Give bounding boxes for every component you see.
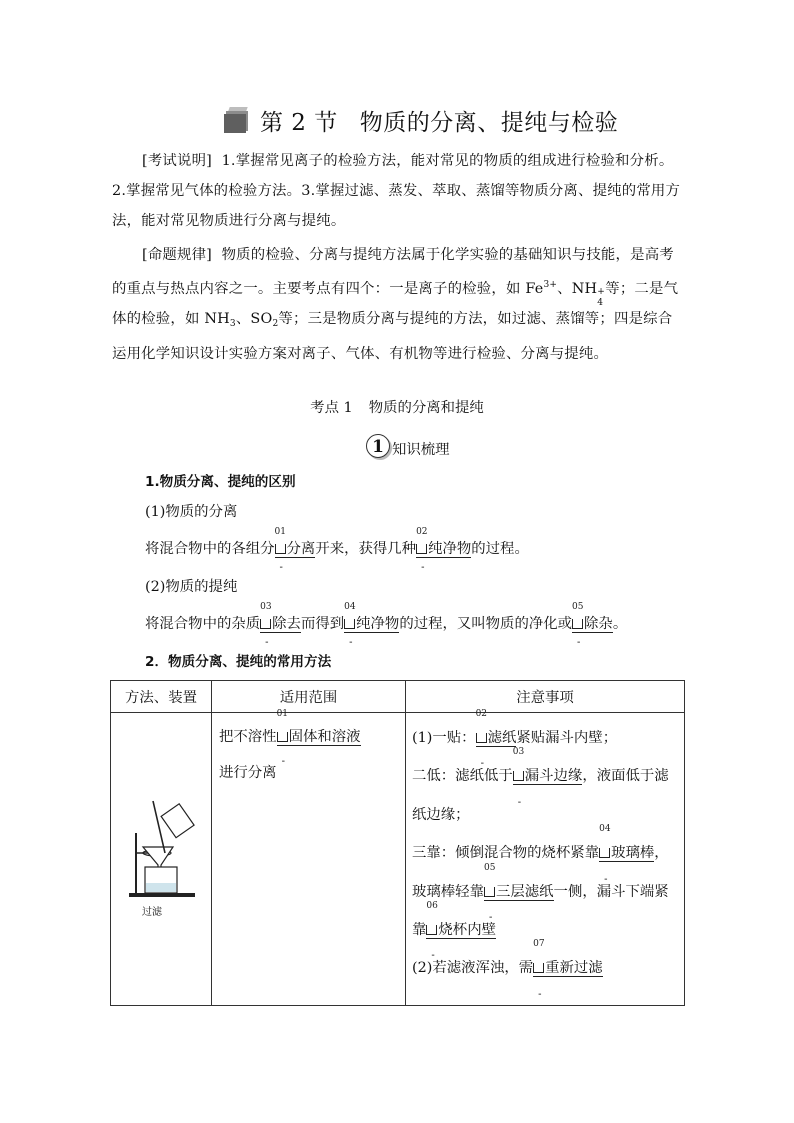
so2-subscript: 2 xyxy=(272,319,279,329)
fe-charge: 3+ xyxy=(543,280,558,290)
section-number: 第 2 节 xyxy=(260,109,338,136)
blank-number: 06 xyxy=(426,901,438,912)
blank-number: 03 xyxy=(512,747,525,758)
blank-number: 05 xyxy=(572,602,584,612)
blank-answer: 玻璃棒 xyxy=(611,845,655,862)
answer-blank-01[interactable]: 01 分离 - xyxy=(274,527,316,573)
blank-number: 02 xyxy=(475,709,488,719)
blank-answer: 固体和溶液 xyxy=(288,729,361,745)
blank-answer: 分离 xyxy=(286,541,316,557)
s1-sub2: (2)物质的提纯 xyxy=(145,579,238,595)
kaodian-label: 考点 1 xyxy=(310,400,353,416)
rules-text-3: 等；二是气体的检验，如 NH xyxy=(112,281,679,327)
blank-answer: 纯净物 xyxy=(428,541,472,557)
s1-sub1: (1)物质的分离 xyxy=(145,504,238,520)
filtration-apparatus-icon xyxy=(113,715,209,915)
answer-blank-05[interactable]: 05 除杂 - xyxy=(572,602,613,648)
rules-text-4: 、SO xyxy=(235,311,273,327)
methods-table xyxy=(110,680,685,1006)
s1-heading: 1.物质分离、提纯的区别 xyxy=(145,474,296,490)
exam-note-paragraph xyxy=(112,146,686,236)
answer-blank-03[interactable]: 03 除去 - xyxy=(260,602,301,648)
page-title xyxy=(260,104,618,137)
blank-number: 05 xyxy=(483,862,496,873)
section-title: 物质的分离、提纯与检验 xyxy=(359,109,619,136)
kaodian-title: 物质的分离和提纯 xyxy=(368,400,484,416)
table-row xyxy=(111,713,685,1006)
text: 三靠：倾倒混合物的烧杯紧靠 xyxy=(412,845,600,862)
nh3-subscript: 3 xyxy=(229,319,236,329)
rules-tag: [命题规律] xyxy=(142,247,212,263)
table-header-method: 方法、装置 xyxy=(111,681,212,713)
answer-blank-02[interactable]: 02 纯净物 - xyxy=(416,527,472,573)
answer-blank-t04[interactable]: 04 玻璃棒 - xyxy=(599,824,655,885)
text: (2)若滤液浑浊，需 xyxy=(412,960,534,977)
text: 进行分离 xyxy=(219,765,277,781)
answer-blank-t07[interactable]: 07 重新过滤 - xyxy=(533,939,603,1000)
blank-answer: 纯净物 xyxy=(356,616,400,632)
s2-heading: 2．物质分离、提纯的常用方法 xyxy=(145,654,332,670)
blank-answer: 除杂 xyxy=(584,616,613,632)
blank-answer: 漏斗边缘 xyxy=(524,768,583,785)
blank-answer: 滤纸 xyxy=(487,730,517,746)
rules-text-2: 、NH xyxy=(557,281,598,297)
filter-apparatus-cell xyxy=(111,713,212,1006)
filter-caption: 过滤 xyxy=(142,907,162,918)
scope-cell xyxy=(212,709,406,1006)
text: 。 xyxy=(612,616,628,632)
blank-answer: 重新过滤 xyxy=(545,960,603,977)
s1-line2 xyxy=(145,602,628,648)
blank-number: 01 xyxy=(276,709,289,719)
section-header xyxy=(224,100,618,140)
blank-answer: 三层滤纸 xyxy=(495,883,554,900)
answer-blank-t05[interactable]: 05 三层滤纸 - xyxy=(483,862,554,924)
kaodian-heading xyxy=(0,396,794,417)
blank-number: 01 xyxy=(274,527,286,537)
text: 二低：滤纸低于 xyxy=(412,768,513,785)
blank-number: 04 xyxy=(599,824,611,835)
blank-number: 03 xyxy=(260,602,272,612)
nh4-charge: + xyxy=(597,287,605,297)
rules-text-1: 物质的检验、分离与提纯方法属于化学实验的基础知识与技能，是高考的重点与热点内容之一。主要考点有四个：一是离子的检验，如 Fe xyxy=(112,247,674,297)
nh4-subscript: 4 xyxy=(597,298,604,308)
blank-number: 04 xyxy=(344,602,356,612)
blank-answer: 烧杯内壁 xyxy=(438,922,496,939)
text: 一侧，漏斗下端紧靠 xyxy=(412,883,669,939)
blank-number: 02 xyxy=(416,527,428,537)
notes-cell xyxy=(406,709,685,1006)
book-icon xyxy=(224,107,250,133)
answer-blank-t02[interactable]: 02 滤纸 - xyxy=(475,709,517,770)
s1-line1 xyxy=(145,527,529,573)
answer-blank-t06[interactable]: 06 烧杯内壁 - xyxy=(426,901,496,962)
text: ，液面低于滤纸边缘； xyxy=(412,768,669,823)
text: 开来，获得几种 xyxy=(315,541,417,557)
table-header-scope: 适用范围 xyxy=(212,681,406,713)
text: 将混合物中的杂质 xyxy=(145,616,261,632)
exam-note-tag: [考试说明] xyxy=(142,153,212,169)
blank-answer: 除去 xyxy=(272,616,301,632)
knowledge-label: 知识梳理 xyxy=(392,442,450,458)
exam-note-text: 1.掌握常见离子的检验方法，能对常见的物质的组成进行检验和分析。2.掌握常见气体的检验方法。3.掌握过滤、蒸发、萃取、蒸馏等物质分离、提纯的常用方法，能对常见物质进行分离与提纯。 xyxy=(112,153,681,229)
table-header-notes: 注意事项 xyxy=(406,681,685,713)
answer-blank-04[interactable]: 04 纯净物 - xyxy=(344,602,400,648)
knowledge-heading xyxy=(366,432,450,459)
answer-blank-t03[interactable]: 03 漏斗边缘 - xyxy=(512,747,583,808)
text: 把不溶性 xyxy=(219,729,277,745)
text: 的过程，又叫物质的净化或 xyxy=(399,616,573,632)
answer-blank-t01[interactable]: 01 固体和溶液 - xyxy=(276,709,361,767)
circle-number-icon: 1 xyxy=(366,434,390,458)
blank-number: 07 xyxy=(533,939,545,950)
rules-text-5: 等；三是物质分离与提纯的方法，如过滤、蒸馏等；四是综合运用化学知识设计实验方案对离子、气体、有机物等进行检验、分离与提纯。 xyxy=(112,311,673,362)
text: (1)一贴： xyxy=(412,730,476,746)
rules-paragraph xyxy=(112,240,686,369)
text: 而得到 xyxy=(300,616,345,632)
text: ，玻璃棒轻靠 xyxy=(412,845,669,900)
text: 将混合物中的各组分 xyxy=(145,541,275,557)
text: 紧贴漏斗内壁； xyxy=(516,730,618,746)
text: 的过程。 xyxy=(471,541,529,557)
